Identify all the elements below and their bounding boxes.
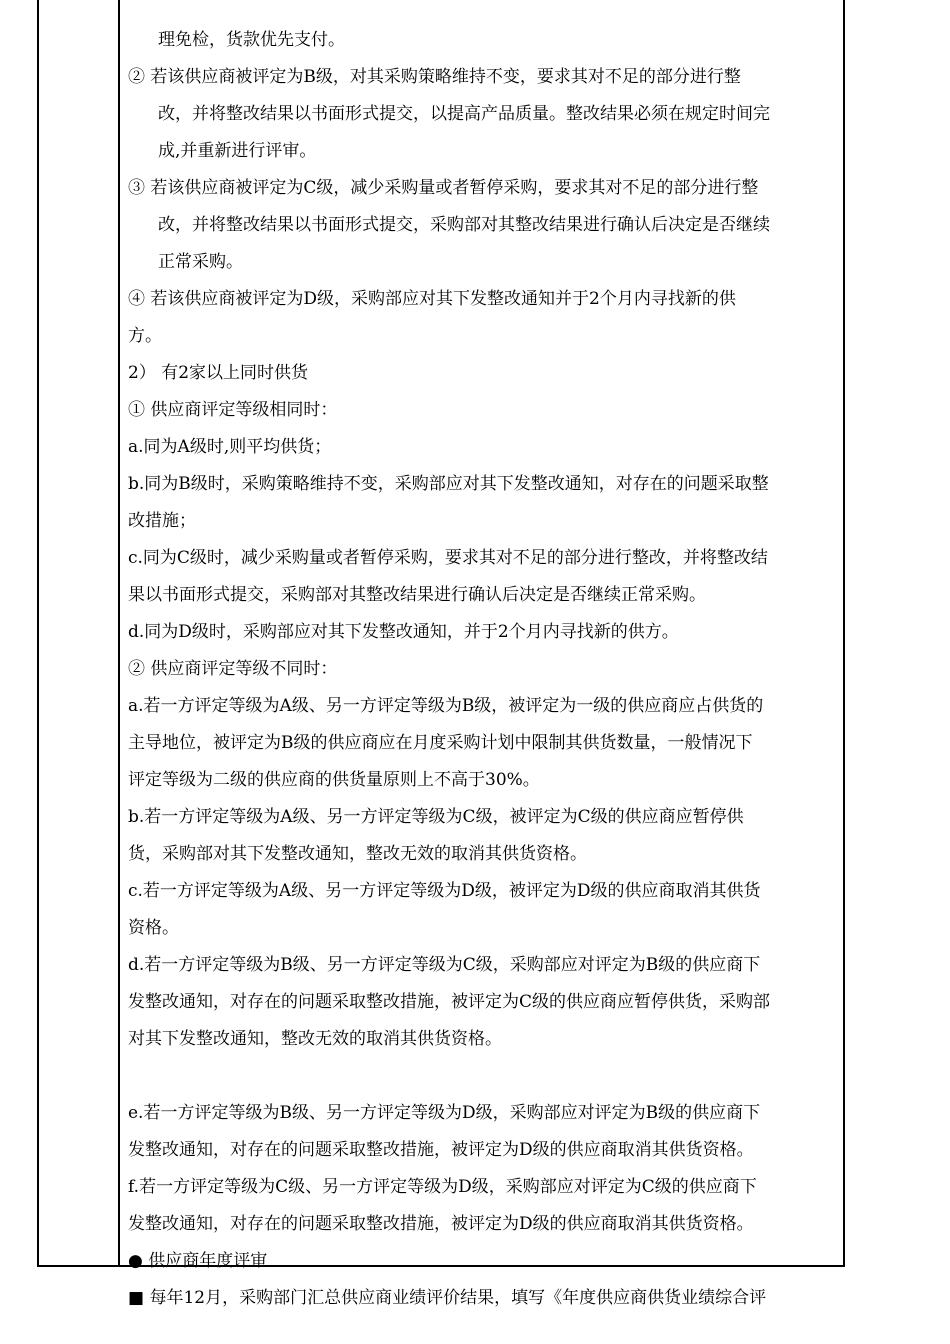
text-line: 发整改通知，对存在的问题采取整改措施，被评定为C级的供应商应暂停供货，采购部 [128, 992, 771, 1012]
text-line: 主导地位，被评定为B级的供应商应在月度采购计划中限制其供货数量，一般情况下 [128, 733, 753, 753]
procedure-text [128, 22, 840, 1317]
text-line: 货，采购部对其下发整改通知，整改无效的取消其供货资格。 [128, 844, 587, 864]
text-line: d.同为D级时，采购部应对其下发整改通知，并于2个月内寻找新的供方。 [128, 622, 679, 642]
text-line: 发整改通知，对存在的问题采取整改措施，被评定为D级的供应商取消其供货资格。 [128, 1140, 754, 1160]
text-line: e.若一方评定等级为B级、另一方评定等级为D级，采购部应对评定为B级的供应商下 [128, 1103, 761, 1123]
text-line: 对其下发整改通知，整改无效的取消其供货资格。 [128, 1029, 502, 1049]
text-line: 资格。 [128, 918, 179, 938]
text-line: ③ 若该供应商被评定为C级，减少采购量或者暂停采购，要求其对不足的部分进行整 [128, 178, 759, 198]
text-line: 方。 [128, 326, 162, 346]
text-line: 评定等级为二级的供应商的供货量原则上不高于30%。 [128, 770, 540, 790]
left-label-column [39, 0, 119, 1265]
text-line: a.若一方评定等级为A级、另一方评定等级为B级，被评定为一级的供应商应占供货的 [128, 696, 764, 716]
text-line: b.若一方评定等级为A级、另一方评定等级为C级，被评定为C级的供应商应暂停供 [128, 807, 744, 827]
text-line: 2） 有2家以上同时供货 [128, 363, 309, 383]
text-line: a.同为A级时,则平均供货； [128, 437, 332, 457]
text-line: ② 若该供应商被评定为B级，对其采购策略维持不变，要求其对不足的部分进行整 [128, 67, 741, 87]
text-line: c.若一方评定等级为A级、另一方评定等级为D级，被评定为D级的供应商取消其供货 [128, 881, 761, 901]
text-line: 发整改通知，对存在的问题采取整改措施，被评定为D级的供应商取消其供货资格。 [128, 1214, 754, 1234]
text-line: d.若一方评定等级为B级、另一方评定等级为C级，采购部应对评定为B级的供应商下 [128, 955, 761, 975]
text-line: ● 供应商年度评审 [128, 1251, 268, 1271]
text-line: ④ 若该供应商被评定为D级，采购部应对其下发整改通知并于2个月内寻找新的供 [128, 289, 736, 309]
text-line: c.同为C级时，减少采购量或者暂停采购，要求其对不足的部分进行整改，并将整改结 [128, 548, 768, 568]
text-line: 正常采购。 [158, 252, 243, 272]
text-line: ■ 每年12月，采购部门汇总供应商业绩评价结果，填写《年度供应商供货业绩综合评 [128, 1288, 767, 1308]
text-line: ① 供应商评定等级相同时： [128, 400, 338, 420]
text-line: f.若一方评定等级为C级、另一方评定等级为D级，采购部应对评定为C级的供应商下 [128, 1177, 757, 1197]
text-line: b.同为B级时，采购策略维持不变，采购部应对其下发整改通知，对存在的问题采取整 [128, 474, 769, 494]
blank-line [128, 1058, 840, 1095]
text-line: 改措施； [128, 511, 196, 531]
text-line: ② 供应商评定等级不同时： [128, 659, 338, 679]
text-line: 果以书面形式提交，采购部对其整改结果进行确认后决定是否继续正常采购。 [128, 585, 706, 605]
text-line: 改，并将整改结果以书面形式提交，采购部对其整改结果进行确认后决定是否继续 [158, 215, 770, 235]
text-line: 成,并重新进行评审。 [158, 141, 317, 161]
text-line: 理免检，货款优先支付。 [158, 30, 345, 50]
text-line: 改，并将整改结果以书面形式提交，以提高产品质量。整改结果必须在规定时间完 [158, 104, 770, 124]
